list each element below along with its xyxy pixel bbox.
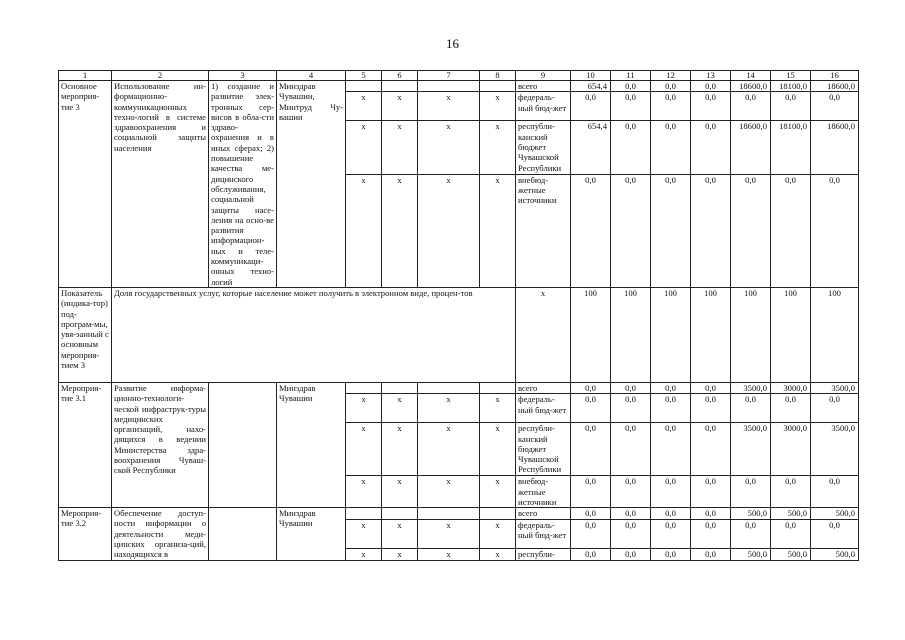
- program-table: [58, 70, 859, 561]
- x-mark: х: [382, 549, 418, 561]
- table-row: [59, 382, 859, 393]
- header-cell: 8: [480, 71, 516, 81]
- header-cell: 16: [811, 71, 859, 81]
- source-cell: внебюд-жетные источники: [516, 174, 571, 287]
- value-cell: 0,0: [691, 92, 731, 121]
- value-cell: 0,0: [651, 423, 691, 476]
- x-mark: х: [346, 394, 382, 423]
- x-mark: х: [480, 92, 516, 121]
- source-cell: внебюд-жетные источники: [516, 476, 571, 508]
- value-cell: 3000,0: [771, 382, 811, 393]
- empty-cell: [480, 382, 516, 393]
- value-cell: 0,0: [651, 174, 691, 287]
- value-cell: 500,0: [731, 549, 771, 561]
- indicator-value: 100: [771, 287, 811, 382]
- x-mark: х: [418, 549, 480, 561]
- x-mark: х: [480, 121, 516, 174]
- table-row: [59, 508, 859, 519]
- value-cell: 0,0: [731, 476, 771, 508]
- value-cell: 0,0: [691, 121, 731, 174]
- event-description-cell: Использование ин-формационно-коммуникационных техно-логий в системе здравоохранения и социальной защиты населения: [112, 81, 209, 288]
- source-cell: республи-: [516, 549, 571, 561]
- value-cell: 0,0: [611, 476, 651, 508]
- value-cell: 0,0: [611, 394, 651, 423]
- value-cell: 0,0: [651, 394, 691, 423]
- value-cell: 0,0: [691, 382, 731, 393]
- x-mark: х: [382, 476, 418, 508]
- value-cell: 0,0: [811, 174, 859, 287]
- value-cell: 18600,0: [811, 81, 859, 92]
- x-mark: х: [382, 423, 418, 476]
- value-cell: 0,0: [691, 508, 731, 519]
- x-mark: х: [480, 174, 516, 287]
- value-cell: 0,0: [571, 174, 611, 287]
- value-cell: 0,0: [571, 394, 611, 423]
- x-mark: х: [480, 423, 516, 476]
- source-cell: федераль-ный бюд-жет: [516, 92, 571, 121]
- empty-cell: [418, 81, 480, 92]
- value-cell: 0,0: [611, 549, 651, 561]
- value-cell: 18100,0: [771, 121, 811, 174]
- value-cell: 0,0: [571, 382, 611, 393]
- x-mark: х: [516, 287, 571, 382]
- source-cell: республи-канский бюджет Чувашской Республики: [516, 121, 571, 174]
- x-mark: х: [382, 394, 418, 423]
- value-cell: 0,0: [651, 81, 691, 92]
- header-cell: 13: [691, 71, 731, 81]
- header-cell: 10: [571, 71, 611, 81]
- event-description-cell: Развитие информа-ционно-технологи-ческой инфраструк-туры медицинских организаций, нахо-дящихся в ведении Министерства здра-воохранения Чуваш-ской Республики: [112, 382, 209, 507]
- event-goal-cell: 1) создание и развитие элек-тронных сер-висов в обла-сти здраво-охранения и в иных сферах; 2) повышение качества ме-дицинского обслуживания, социальной защиты насе-ления на осно-ве развития информацион-ных и теле-коммуникаци-онных техно-логий: [209, 81, 277, 288]
- empty-cell: [346, 508, 382, 519]
- value-cell: 0,0: [691, 549, 731, 561]
- value-cell: 0,0: [771, 519, 811, 549]
- indicator-name-cell: Показатель (индика-тор) под-програм-мы, увя-занный с основным мероприя-тием 3: [59, 287, 112, 382]
- value-cell: 0,0: [731, 174, 771, 287]
- x-mark: х: [418, 174, 480, 287]
- value-cell: 0,0: [611, 174, 651, 287]
- empty-cell: [480, 81, 516, 92]
- value-cell: 0,0: [651, 549, 691, 561]
- value-cell: 3000,0: [771, 423, 811, 476]
- value-cell: 0,0: [771, 174, 811, 287]
- value-cell: 3500,0: [811, 382, 859, 393]
- value-cell: 0,0: [651, 382, 691, 393]
- value-cell: 18100,0: [771, 81, 811, 92]
- event-description-cell: Обеспечение доступ-ности информации о деятельности меди-цинских организа-ций, находящихся в: [112, 508, 209, 560]
- value-cell: 0,0: [691, 174, 731, 287]
- value-cell: 18600,0: [811, 121, 859, 174]
- x-mark: х: [346, 476, 382, 508]
- header-row: [59, 71, 859, 81]
- header-cell: 1: [59, 71, 112, 81]
- value-cell: 0,0: [651, 121, 691, 174]
- indicator-value: 100: [571, 287, 611, 382]
- value-cell: 18600,0: [731, 81, 771, 92]
- value-cell: 500,0: [731, 508, 771, 519]
- x-mark: х: [480, 476, 516, 508]
- executor-cell: Минздрав Чувашии, Минтруд Чу-вашии: [277, 81, 346, 288]
- x-mark: х: [382, 121, 418, 174]
- value-cell: 0,0: [611, 121, 651, 174]
- value-cell: 0,0: [571, 423, 611, 476]
- source-cell: всего: [516, 81, 571, 92]
- indicator-row: [59, 287, 859, 382]
- value-cell: 0,0: [691, 519, 731, 549]
- value-cell: 0,0: [571, 508, 611, 519]
- empty-cell: [382, 81, 418, 92]
- value-cell: 0,0: [731, 519, 771, 549]
- empty-cell: [382, 508, 418, 519]
- value-cell: 0,0: [771, 92, 811, 121]
- x-mark: х: [418, 92, 480, 121]
- value-cell: 0,0: [811, 519, 859, 549]
- header-cell: 3: [209, 71, 277, 81]
- value-cell: 0,0: [611, 81, 651, 92]
- indicator-value: 100: [811, 287, 859, 382]
- value-cell: 0,0: [611, 519, 651, 549]
- value-cell: 0,0: [651, 476, 691, 508]
- header-cell: 9: [516, 71, 571, 81]
- indicator-value: 100: [731, 287, 771, 382]
- x-mark: х: [346, 423, 382, 476]
- value-cell: 0,0: [691, 423, 731, 476]
- x-mark: х: [418, 519, 480, 549]
- empty-cell: [382, 382, 418, 393]
- value-cell: 3500,0: [731, 382, 771, 393]
- value-cell: 0,0: [651, 519, 691, 549]
- value-cell: 0,0: [611, 423, 651, 476]
- indicator-value: 100: [611, 287, 651, 382]
- value-cell: 0,0: [611, 382, 651, 393]
- indicator-value: 100: [651, 287, 691, 382]
- value-cell: 500,0: [811, 508, 859, 519]
- value-cell: 0,0: [811, 394, 859, 423]
- value-cell: 0,0: [731, 92, 771, 121]
- page-number: 16: [446, 36, 459, 51]
- value-cell: 0,0: [571, 476, 611, 508]
- value-cell: 654,4: [571, 81, 611, 92]
- value-cell: 0,0: [691, 81, 731, 92]
- value-cell: 18600,0: [731, 121, 771, 174]
- table-row: [59, 81, 859, 92]
- value-cell: 0,0: [771, 394, 811, 423]
- value-cell: 0,0: [811, 476, 859, 508]
- empty-cell: [418, 382, 480, 393]
- header-cell: 2: [112, 71, 209, 81]
- value-cell: 3500,0: [731, 423, 771, 476]
- x-mark: х: [382, 174, 418, 287]
- event-name-cell: Основное мероприя-тие 3: [59, 81, 112, 288]
- x-mark: х: [480, 549, 516, 561]
- source-cell: федераль-ный бюд-жет: [516, 519, 571, 549]
- value-cell: 500,0: [771, 508, 811, 519]
- source-cell: федераль-ный бюд-жет: [516, 394, 571, 423]
- header-cell: 6: [382, 71, 418, 81]
- event-name-cell: Мероприя-тие 3.1: [59, 382, 112, 507]
- x-mark: х: [346, 174, 382, 287]
- source-cell: всего: [516, 508, 571, 519]
- value-cell: 654,4: [571, 121, 611, 174]
- value-cell: 500,0: [771, 549, 811, 561]
- header-cell: 5: [346, 71, 382, 81]
- x-mark: х: [346, 549, 382, 561]
- value-cell: 0,0: [651, 508, 691, 519]
- indicator-text-cell: Доля государственных услуг, которые население может получить в электронном виде, процен-тов: [112, 287, 516, 382]
- value-cell: 0,0: [811, 92, 859, 121]
- empty-cell: [346, 81, 382, 92]
- value-cell: 0,0: [691, 476, 731, 508]
- event-name-cell: Мероприя-тие 3.2: [59, 508, 112, 560]
- value-cell: 0,0: [611, 508, 651, 519]
- value-cell: 0,0: [731, 394, 771, 423]
- executor-cell: Минздрав Чувашии: [277, 382, 346, 507]
- empty-cell: [209, 508, 277, 560]
- value-cell: 500,0: [811, 549, 859, 561]
- value-cell: 0,0: [771, 476, 811, 508]
- value-cell: 0,0: [691, 394, 731, 423]
- x-mark: х: [480, 394, 516, 423]
- x-mark: х: [382, 92, 418, 121]
- source-cell: республи-канский бюджет Чувашской Республики: [516, 423, 571, 476]
- value-cell: 0,0: [611, 92, 651, 121]
- empty-cell: [209, 382, 277, 507]
- executor-cell: Минздрав Чувашии: [277, 508, 346, 560]
- x-mark: х: [346, 92, 382, 121]
- x-mark: х: [346, 121, 382, 174]
- value-cell: 0,0: [651, 92, 691, 121]
- value-cell: 0,0: [571, 549, 611, 561]
- header-cell: 14: [731, 71, 771, 81]
- header-cell: 7: [418, 71, 480, 81]
- empty-cell: [418, 508, 480, 519]
- x-mark: х: [418, 423, 480, 476]
- indicator-value: 100: [691, 287, 731, 382]
- empty-cell: [480, 508, 516, 519]
- empty-cell: [346, 382, 382, 393]
- header-cell: 15: [771, 71, 811, 81]
- value-cell: 3500,0: [811, 423, 859, 476]
- x-mark: х: [480, 519, 516, 549]
- header-cell: 4: [277, 71, 346, 81]
- x-mark: х: [418, 394, 480, 423]
- source-cell: всего: [516, 382, 571, 393]
- value-cell: 0,0: [571, 92, 611, 121]
- header-cell: 12: [651, 71, 691, 81]
- value-cell: 0,0: [571, 519, 611, 549]
- x-mark: х: [418, 121, 480, 174]
- x-mark: х: [382, 519, 418, 549]
- x-mark: х: [418, 476, 480, 508]
- x-mark: х: [346, 519, 382, 549]
- header-cell: 11: [611, 71, 651, 81]
